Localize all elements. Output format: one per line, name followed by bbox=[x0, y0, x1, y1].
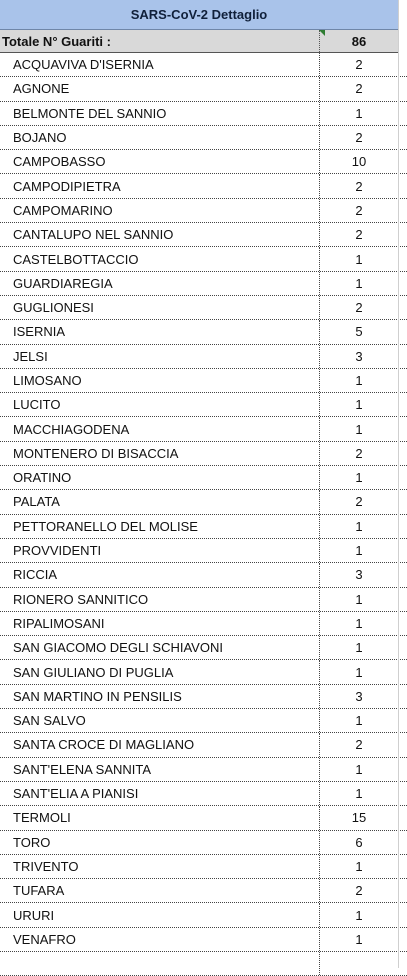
table-row bbox=[0, 393, 407, 417]
table-row bbox=[0, 879, 407, 903]
recovered-count: 2 bbox=[355, 130, 363, 146]
cell-comment-marker bbox=[319, 30, 325, 36]
municipality-name: CAMPOMARINO bbox=[0, 199, 320, 222]
recovered-count: 1 bbox=[355, 907, 363, 923]
municipality-name: SANT'ELENA SANNITA bbox=[0, 758, 320, 781]
recovered-count: 1 bbox=[355, 664, 363, 680]
recovered-count: 1 bbox=[355, 373, 363, 388]
municipality-name: RICCIA bbox=[0, 563, 320, 586]
municipality-name: CANTALUPO NEL SANNIO bbox=[0, 223, 320, 246]
recovered-count: 2 bbox=[355, 737, 363, 753]
recovered-count: 2 bbox=[355, 202, 363, 218]
recovered-count: 1 bbox=[355, 858, 363, 874]
municipality-name: VENAFRO bbox=[0, 928, 320, 951]
municipality-name: SAN GIACOMO DEGLI SCHIAVONI bbox=[0, 636, 320, 659]
recovered-count: 5 bbox=[355, 324, 363, 340]
municipality-name: CAMPOBASSO bbox=[0, 150, 320, 173]
recovered-count: 3 bbox=[355, 348, 363, 364]
table-row bbox=[0, 733, 407, 757]
recovered-count: 1 bbox=[355, 640, 363, 656]
table-row bbox=[0, 320, 407, 344]
municipality-name: SAN SALVO bbox=[0, 709, 320, 732]
table-row bbox=[0, 247, 407, 271]
table-row bbox=[0, 612, 407, 636]
table-row bbox=[0, 928, 407, 952]
data-rows bbox=[0, 53, 407, 976]
recovered-count: 1 bbox=[355, 591, 363, 607]
recovered-count: 2 bbox=[355, 494, 363, 510]
table-row bbox=[0, 174, 407, 198]
recovered-count: 1 bbox=[355, 931, 363, 947]
table-row bbox=[0, 685, 407, 709]
total-row bbox=[0, 30, 398, 53]
municipality-name: TUFARA bbox=[0, 879, 320, 902]
recovered-count: 2 bbox=[355, 445, 363, 461]
total-value: 86 bbox=[351, 33, 367, 49]
municipality-name: TORO bbox=[0, 831, 320, 854]
municipality-name: BOJANO bbox=[0, 126, 320, 149]
municipality-name: PROVVIDENTI bbox=[0, 539, 320, 562]
table-row bbox=[0, 855, 407, 879]
municipality-name: ISERNIA bbox=[0, 320, 320, 343]
recovered-count: 1 bbox=[355, 761, 363, 777]
recovered-count: 1 bbox=[355, 543, 363, 559]
table-row bbox=[0, 758, 407, 782]
municipality-name: PALATA bbox=[0, 490, 320, 513]
table-row bbox=[0, 831, 407, 855]
table-row bbox=[0, 515, 407, 539]
table-row bbox=[0, 660, 407, 684]
recovered-count: 2 bbox=[355, 57, 363, 73]
municipality-name: CAMPODIPIETRA bbox=[0, 174, 320, 197]
table-row bbox=[0, 588, 407, 612]
table-row bbox=[0, 53, 407, 77]
municipality-name: BELMONTE DEL SANNIO bbox=[0, 102, 320, 125]
table-row bbox=[0, 709, 407, 733]
table-row bbox=[0, 77, 407, 101]
municipality-name: PETTORANELLO DEL MOLISE bbox=[0, 515, 320, 538]
table-row bbox=[0, 223, 407, 247]
municipality-name: URURI bbox=[0, 903, 320, 926]
municipality-name: SAN MARTINO IN PENSILIS bbox=[0, 685, 320, 708]
table-row bbox=[0, 903, 407, 927]
recovered-count: 1 bbox=[355, 251, 363, 267]
municipality-name: ACQUAVIVA D'ISERNIA bbox=[0, 53, 320, 76]
recovered-count: 2 bbox=[355, 300, 363, 316]
municipality-name: MONTENERO DI BISACCIA bbox=[0, 442, 320, 465]
recovered-count: 1 bbox=[355, 518, 363, 534]
recovered-count: 6 bbox=[355, 834, 363, 850]
table-row bbox=[0, 782, 407, 806]
table-row bbox=[0, 490, 407, 514]
municipality-name: AGNONE bbox=[0, 77, 320, 100]
table-row bbox=[0, 369, 407, 393]
recovered-count: 2 bbox=[355, 227, 363, 243]
municipality-name: TERMOLI bbox=[0, 806, 320, 829]
recovered-count: 1 bbox=[355, 786, 363, 802]
table-row bbox=[0, 150, 407, 174]
table-row bbox=[0, 126, 407, 150]
municipality-name: SANTA CROCE DI MAGLIANO bbox=[0, 733, 320, 756]
municipality-name: SANT'ELIA A PIANISI bbox=[0, 782, 320, 805]
municipality-name: CASTELBOTTACCIO bbox=[0, 247, 320, 270]
table-row bbox=[0, 272, 407, 296]
total-label: Totale N° Guariti : bbox=[0, 30, 320, 52]
table-row bbox=[0, 417, 407, 441]
municipality-name: GUGLIONESI bbox=[0, 296, 320, 319]
municipality-name: LUCITO bbox=[0, 393, 320, 416]
table-row bbox=[0, 636, 407, 660]
municipality-name: GUARDIAREGIA bbox=[0, 272, 320, 295]
recovered-count: 3 bbox=[355, 688, 363, 704]
recovered-count: 2 bbox=[355, 883, 363, 899]
municipality-name: TRIVENTO bbox=[0, 855, 320, 878]
column-divider bbox=[398, 0, 399, 968]
recovered-count: 2 bbox=[355, 178, 363, 194]
municipality-name bbox=[0, 952, 320, 975]
recovered-count: 1 bbox=[355, 470, 363, 486]
recovered-count: 1 bbox=[355, 615, 363, 631]
table-row bbox=[0, 296, 407, 320]
table-row bbox=[0, 442, 407, 466]
recovered-count: 1 bbox=[355, 421, 363, 437]
municipality-name: SAN GIULIANO DI PUGLIA bbox=[0, 660, 320, 683]
municipality-name: RIPALIMOSANI bbox=[0, 612, 320, 635]
recovered-count: 3 bbox=[355, 567, 363, 583]
recovered-count: 15 bbox=[351, 810, 367, 826]
municipality-name: JELSI bbox=[0, 345, 320, 368]
municipality-name: MACCHIAGODENA bbox=[0, 417, 320, 440]
municipality-name: ORATINO bbox=[0, 466, 320, 489]
table-row bbox=[0, 952, 407, 976]
table-title: SARS-CoV-2 Dettaglio bbox=[0, 0, 398, 30]
municipality-name: RIONERO SANNITICO bbox=[0, 588, 320, 611]
table-row bbox=[0, 102, 407, 126]
recovered-count: 1 bbox=[355, 275, 363, 291]
recovered-count: 1 bbox=[355, 105, 363, 121]
recovered-count: 2 bbox=[355, 81, 363, 97]
recovered-count: 1 bbox=[355, 713, 363, 729]
table-row bbox=[0, 563, 407, 587]
municipality-name: LIMOSANO bbox=[0, 369, 320, 392]
recovered-count: 1 bbox=[355, 397, 363, 413]
table-row bbox=[0, 806, 407, 830]
table-row bbox=[0, 199, 407, 223]
table-row bbox=[0, 466, 407, 490]
table-row bbox=[0, 345, 407, 369]
table-row bbox=[0, 539, 407, 563]
recovered-count: 10 bbox=[351, 154, 367, 170]
